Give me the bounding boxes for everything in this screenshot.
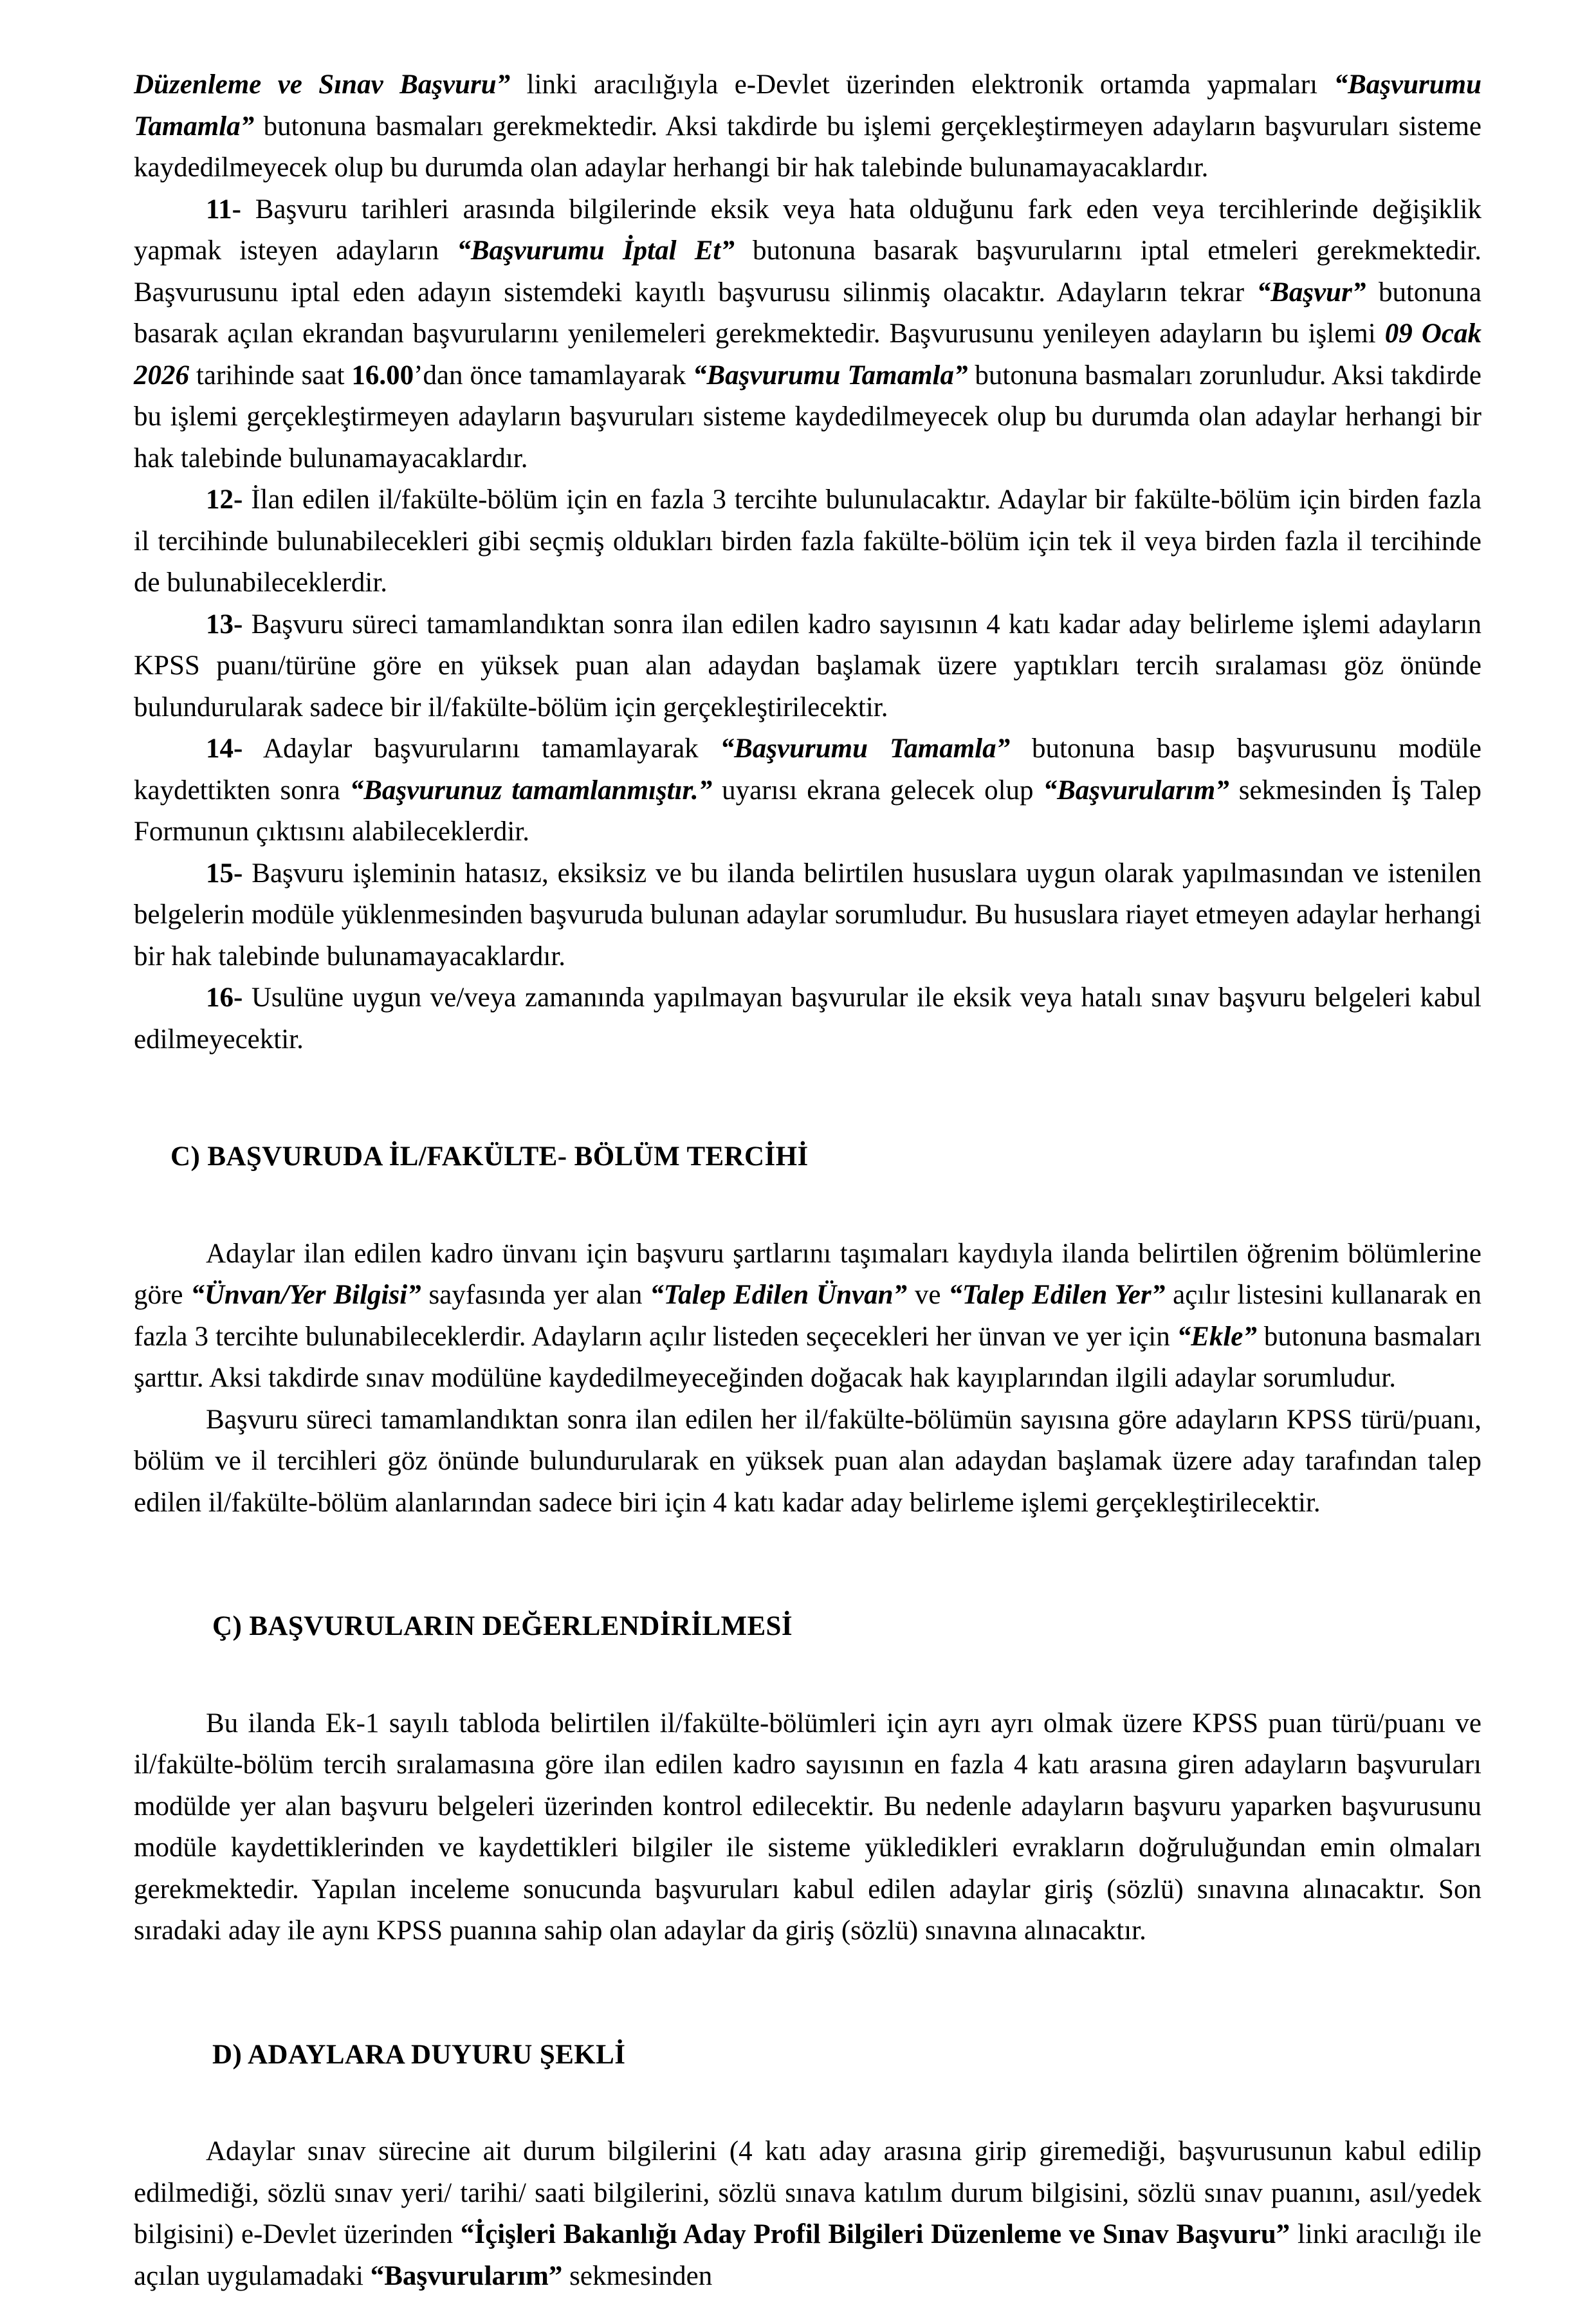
text-run: Adaylar sınav sürecine ait durum bilgilerini (4 katı aday arasına girip giremediği, başvurusunun kabul edilip edilmediği, sözlü sınav yeri/ tarihi/ saati bilgilerini, sözlü sınava katılım durum bilgisini, sözlü sınav puanını, asıl/yedek bilgisini) e-Devlet üzerinden — [134, 2136, 1481, 2249]
text-run: linki aracılığı ile açılan uygulamadaki — [134, 2219, 1481, 2291]
text-run: sekmesinden İş Talep Formunun çıktısını alabileceklerdir. — [134, 775, 1481, 847]
emphasis-basvur: “Başvur” — [1256, 277, 1366, 308]
emphasis-icisleri-bakanligi-link: “İçişleri Bakanlığı Aday Profil Bilgileri Düzenleme ve Sınav Başvuru” — [460, 2219, 1290, 2249]
emphasis-basvurumu-tamamla: “Başvurumu Tamamla” — [692, 360, 968, 391]
list-item-11 — [134, 189, 1481, 480]
section-c-paragraph-2: Başvuru süreci tamamlandıktan sonra ilan edilen her il/fakülte-bölümün sayısına göre adayların KPSS türü/puanı, bölüm ve il tercihleri göz önünde bulundurularak en yüksek puan alan adaydan başlamak üzere aday tarafından talep edilen il/fakülte-bölüm alanlarından sadece biri için 4 katı kadar aday belirleme işlemi gerçekleştirilecektir. — [134, 1404, 1481, 1518]
text-run: ’dan önce tamamlayarak — [414, 360, 693, 391]
text-run: Adaylar ilan edilen kadro ünvanı için başvuru şartlarını taşımaları kaydıyla ilanda belirtilen öğrenim bölümlerine göre — [134, 1238, 1481, 1310]
list-item-15 — [134, 853, 1481, 978]
text-run: butonuna basmaları şarttır. Aksi takdirde sınav modülüne kaydedilmeyeceğinden doğacak hak kayıplarından ilgili adaylar sorumludur. — [134, 1321, 1481, 1393]
spacer — [134, 1952, 1481, 2034]
text-run: butonuna basıp başvurusunu modüle kaydettikten sonra — [134, 733, 1481, 806]
spacer — [134, 1648, 1481, 1703]
item-number-13: 13- — [206, 609, 243, 640]
text-run: açılır listesini kullanarak en fazla 3 tercihte bulunabileceklerdir. Adayların açılır listeden seçecekleri her ünvan ve yer için — [134, 1280, 1481, 1352]
text-run: Başvuru işleminin hatasız, eksiksiz ve bu ilanda belirtilen hususlara uygun olarak yapılmasından ve istenilen belgelerin modüle yüklenmesinden başvuruda bulunan adaylar sorumludur. Bu hususlara riayet etmeyen adaylar herhangi bir hak talebinde bulunamayacaklardır. — [134, 858, 1481, 972]
item-number-15: 15- — [206, 858, 243, 889]
emphasis-duzenleme-sinav-basvuru: Düzenleme ve Sınav Başvuru” — [134, 69, 511, 100]
text-run: butonuna basarak açılan ekrandan başvurularını yenilemeleri gerekmektedir. Başvurusunu yenileyen adayların bu işlemi — [134, 277, 1481, 349]
spacer — [134, 1524, 1481, 1606]
item-number-11: 11- — [206, 194, 241, 225]
emphasis-basvurularim: “Başvurularım” — [1043, 775, 1229, 806]
section-c-paragraph-1 — [134, 1233, 1481, 1399]
text-run: butonuna basarak başvurularını iptal etmeleri gerekmektedir. Başvurusunu iptal eden adayın sistemdeki kayıtlı başvurusu silinmiş olacaktır. Adayların tekrar — [134, 235, 1482, 308]
text-run: tarihinde saat — [189, 360, 352, 391]
paragraph-continued — [134, 64, 1481, 189]
text-run: Adaylar başvurularını tamamlayarak — [243, 733, 720, 764]
emphasis-talep-edilen-unvan: “Talep Edilen Ünvan” — [650, 1280, 908, 1310]
emphasis-talep-edilen-yer: “Talep Edilen Yer” — [948, 1280, 1166, 1310]
section-d-paragraph-1 — [134, 2131, 1481, 2297]
text-run: butonuna basmaları zorunludur. Aksi takdirde bu işlemi gerçekleştirmeyen adayların başvuruları sisteme kaydedilmeyecek olup bu durumda olan adaylar herhangi bir hak talebinde bulunamayacaklardır. — [134, 360, 1481, 474]
section-heading-c: C) BAŞVURUDA İL/FAKÜLTE- BÖLÜM TERCİHİ — [170, 1141, 809, 1172]
emphasis-basvurumu-tamamla: “Başvurumu Tamamla” — [720, 733, 1011, 764]
section-heading-d: D) ADAYLARA DUYURU ŞEKLİ — [212, 2039, 626, 2070]
emphasis-time-1600: 16.00 — [351, 360, 414, 391]
list-item-14 — [134, 728, 1481, 853]
emphasis-ekle: “Ekle” — [1177, 1321, 1257, 1352]
spacer — [134, 2076, 1481, 2131]
list-item-13 — [134, 604, 1481, 729]
emphasis-basvurumu-tamamla: “Başvurumu Tamamla” — [134, 69, 1481, 142]
emphasis-basvurumu-iptal-et: “Başvurumu İptal Et” — [457, 235, 735, 266]
text-run: butonuna basmaları gerekmektedir. Aksi takdirde bu işlemi gerçekleştirmeyen adayların başvuruları sisteme kaydedilmeyecek olup bu durumda olan adaylar herhangi bir hak talebinde bulunamayacaklardır. — [134, 111, 1481, 183]
item-number-14: 14- — [206, 733, 243, 764]
emphasis-unvan-yer-bilgisi: “Ünvan/Yer Bilgisi” — [190, 1280, 421, 1310]
text-run: uyarısı ekrana gelecek olup — [712, 775, 1043, 806]
emphasis-date-09-ocak-2026: 09 Ocak 2026 — [134, 318, 1481, 391]
section-heading-c-cedilla: Ç) BAŞVURULARIN DEĞERLENDİRİLMESİ — [212, 1611, 793, 1641]
emphasis-basvurunuz-tamamlanmistir: “Başvurunuz tamamlanmıştır.” — [349, 775, 713, 806]
text-run: ve — [907, 1280, 949, 1310]
list-item-16 — [134, 977, 1481, 1060]
item-number-12: 12- — [206, 484, 243, 515]
text-run: linki aracılığıyla e-Devlet üzerinden elektronik ortamda yapmaları — [510, 69, 1334, 100]
section-c-cedilla-paragraph-1: Bu ilanda Ek-1 sayılı tabloda belirtilen il/fakülte-bölümleri için ayrı ayrı olmak üzere KPSS puan türü/puanı ve il/fakülte-bölüm tercih sıralamasına göre ilan edilen kadro sayısının en fazla 4 katı arasına giren adayların başvuruları modülde yer alan başvuru belgeleri üzerinden kontrol edilecektir. Bu nedenle adayların başvuru yaparken başvurusunu modüle kaydettiklerinden ve kaydettikleri bilgiler ile sisteme yükledikleri evrakların doğruluğundan emin olmaları gerekmektedir. Yapılan inceleme sonucunda başvuruları kabul edilen adaylar giriş (sözlü) sınavına alınacaktır. Son sıradaki aday ile aynı KPSS puanına sahip olan adaylar da giriş (sözlü) sınavına alınacaktır. — [134, 1708, 1481, 1946]
document-body — [134, 64, 1481, 2297]
text-run: Usulüne uygun ve/veya zamanında yapılmayan başvurular ile eksik veya hatalı sınav başvuru belgeleri kabul edilmeyecektir. — [134, 982, 1481, 1055]
text-run: Başvuru süreci tamamlandıktan sonra ilan edilen kadro sayısının 4 katı kadar aday belirleme işlemi adayların KPSS puanı/türüne göre en yüksek puan alan adaydan başlamak üzere yaptıkları tercih sıralaması göz önünde bulundurularak sadece bir il/fakülte-bölüm için gerçekleştirilecektir. — [134, 609, 1481, 723]
text-run: sekmesinden — [562, 2260, 713, 2291]
emphasis-basvurularim: “Başvurularım” — [370, 2260, 563, 2291]
list-item-12 — [134, 479, 1481, 604]
spacer — [134, 1178, 1481, 1233]
text-run: sayfasında yer alan — [421, 1280, 650, 1310]
spacer — [134, 1060, 1481, 1136]
item-number-16: 16- — [206, 982, 243, 1013]
text-run: İlan edilen il/fakülte-bölüm için en fazla 3 tercihte bulunulacaktır. Adaylar bir fakülte-bölüm için birden fazla il tercihinde bulunabilecekleri gibi seçmiş oldukları birden fazla fakülte-bölüm için tek il veya birden fazla il tercihinde de bulunabileceklerdir. — [134, 484, 1481, 598]
text-run: Başvuru tarihleri arasında bilgilerinde eksik veya hata olduğunu fark eden veya tercihlerinde değişiklik yapmak isteyen adayların — [134, 194, 1481, 266]
